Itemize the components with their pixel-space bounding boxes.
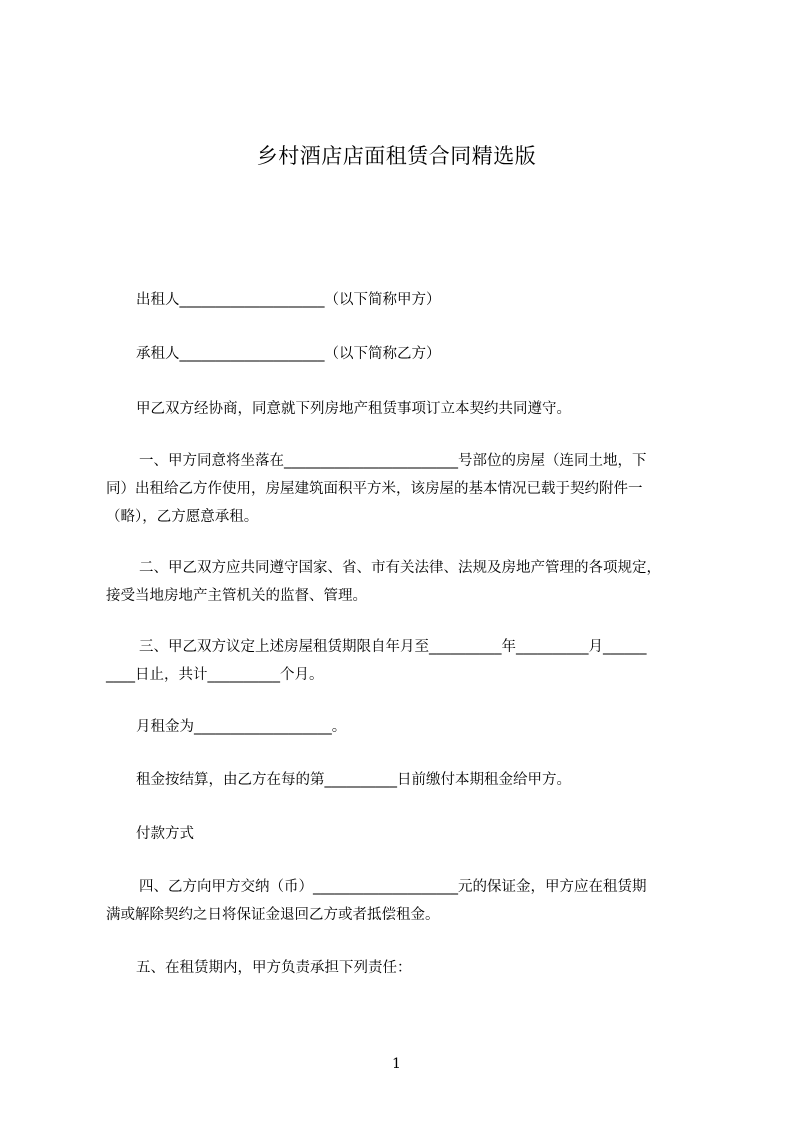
- clause-two: [106, 554, 702, 610]
- clause-four-line-2: 满或解除契约之日将保证金退回乙方或者抵偿租金。: [106, 907, 440, 923]
- clause-two-line-1: 二、甲乙双方应共同遵守国家、省、市有关法律、法规及房地产管理的各项规定，: [139, 560, 661, 576]
- clause-one: [106, 447, 702, 531]
- rent-settlement-line: 租金按结算，由乙方在每的第__________日前缴付本期租金给甲方。: [136, 772, 571, 788]
- clause-two-line-2: 接受当地房地产主管机关的监督、管理。: [106, 588, 367, 604]
- page-number: 1: [392, 1056, 401, 1072]
- lessor-line: 出租人____________________（以下简称甲方）: [136, 292, 441, 308]
- lessee-line: 承租人____________________（以下简称乙方）: [136, 346, 441, 362]
- payment-method-line: 付款方式: [136, 826, 194, 842]
- document-title: 乡村酒店店面租赁合同精选版: [256, 144, 537, 168]
- agreement-intro: 甲乙双方经协商，同意就下列房地产租赁事项订立本契约共同遵守。: [136, 401, 571, 417]
- clause-three-line-2: ____日止，共计__________个月。: [106, 667, 324, 683]
- monthly-rent-line: 月租金为___________________。: [136, 719, 347, 735]
- clause-one-line-2: 同）出租给乙方作使用，房屋建筑面积平方米，该房屋的基本情况已载于契约附件一: [106, 481, 643, 497]
- clause-three-line-1: 三、甲乙双方议定上述房屋租赁期限自年月至__________年__________月______: [139, 639, 647, 655]
- clause-four-line-1: 四、乙方向甲方交纳（币）____________________元的保证金，甲方应在租赁期: [139, 879, 647, 895]
- clause-three: [106, 633, 702, 689]
- clause-one-line-3: （略），乙方愿意承租。: [106, 509, 259, 525]
- clause-one-line-1: 一、甲方同意将坐落在________________________号部位的房屋（连同土地，下: [139, 453, 647, 469]
- clause-four: [106, 873, 702, 929]
- clause-five: 五、在租赁期内，甲方负责承担下列责任：: [136, 960, 412, 976]
